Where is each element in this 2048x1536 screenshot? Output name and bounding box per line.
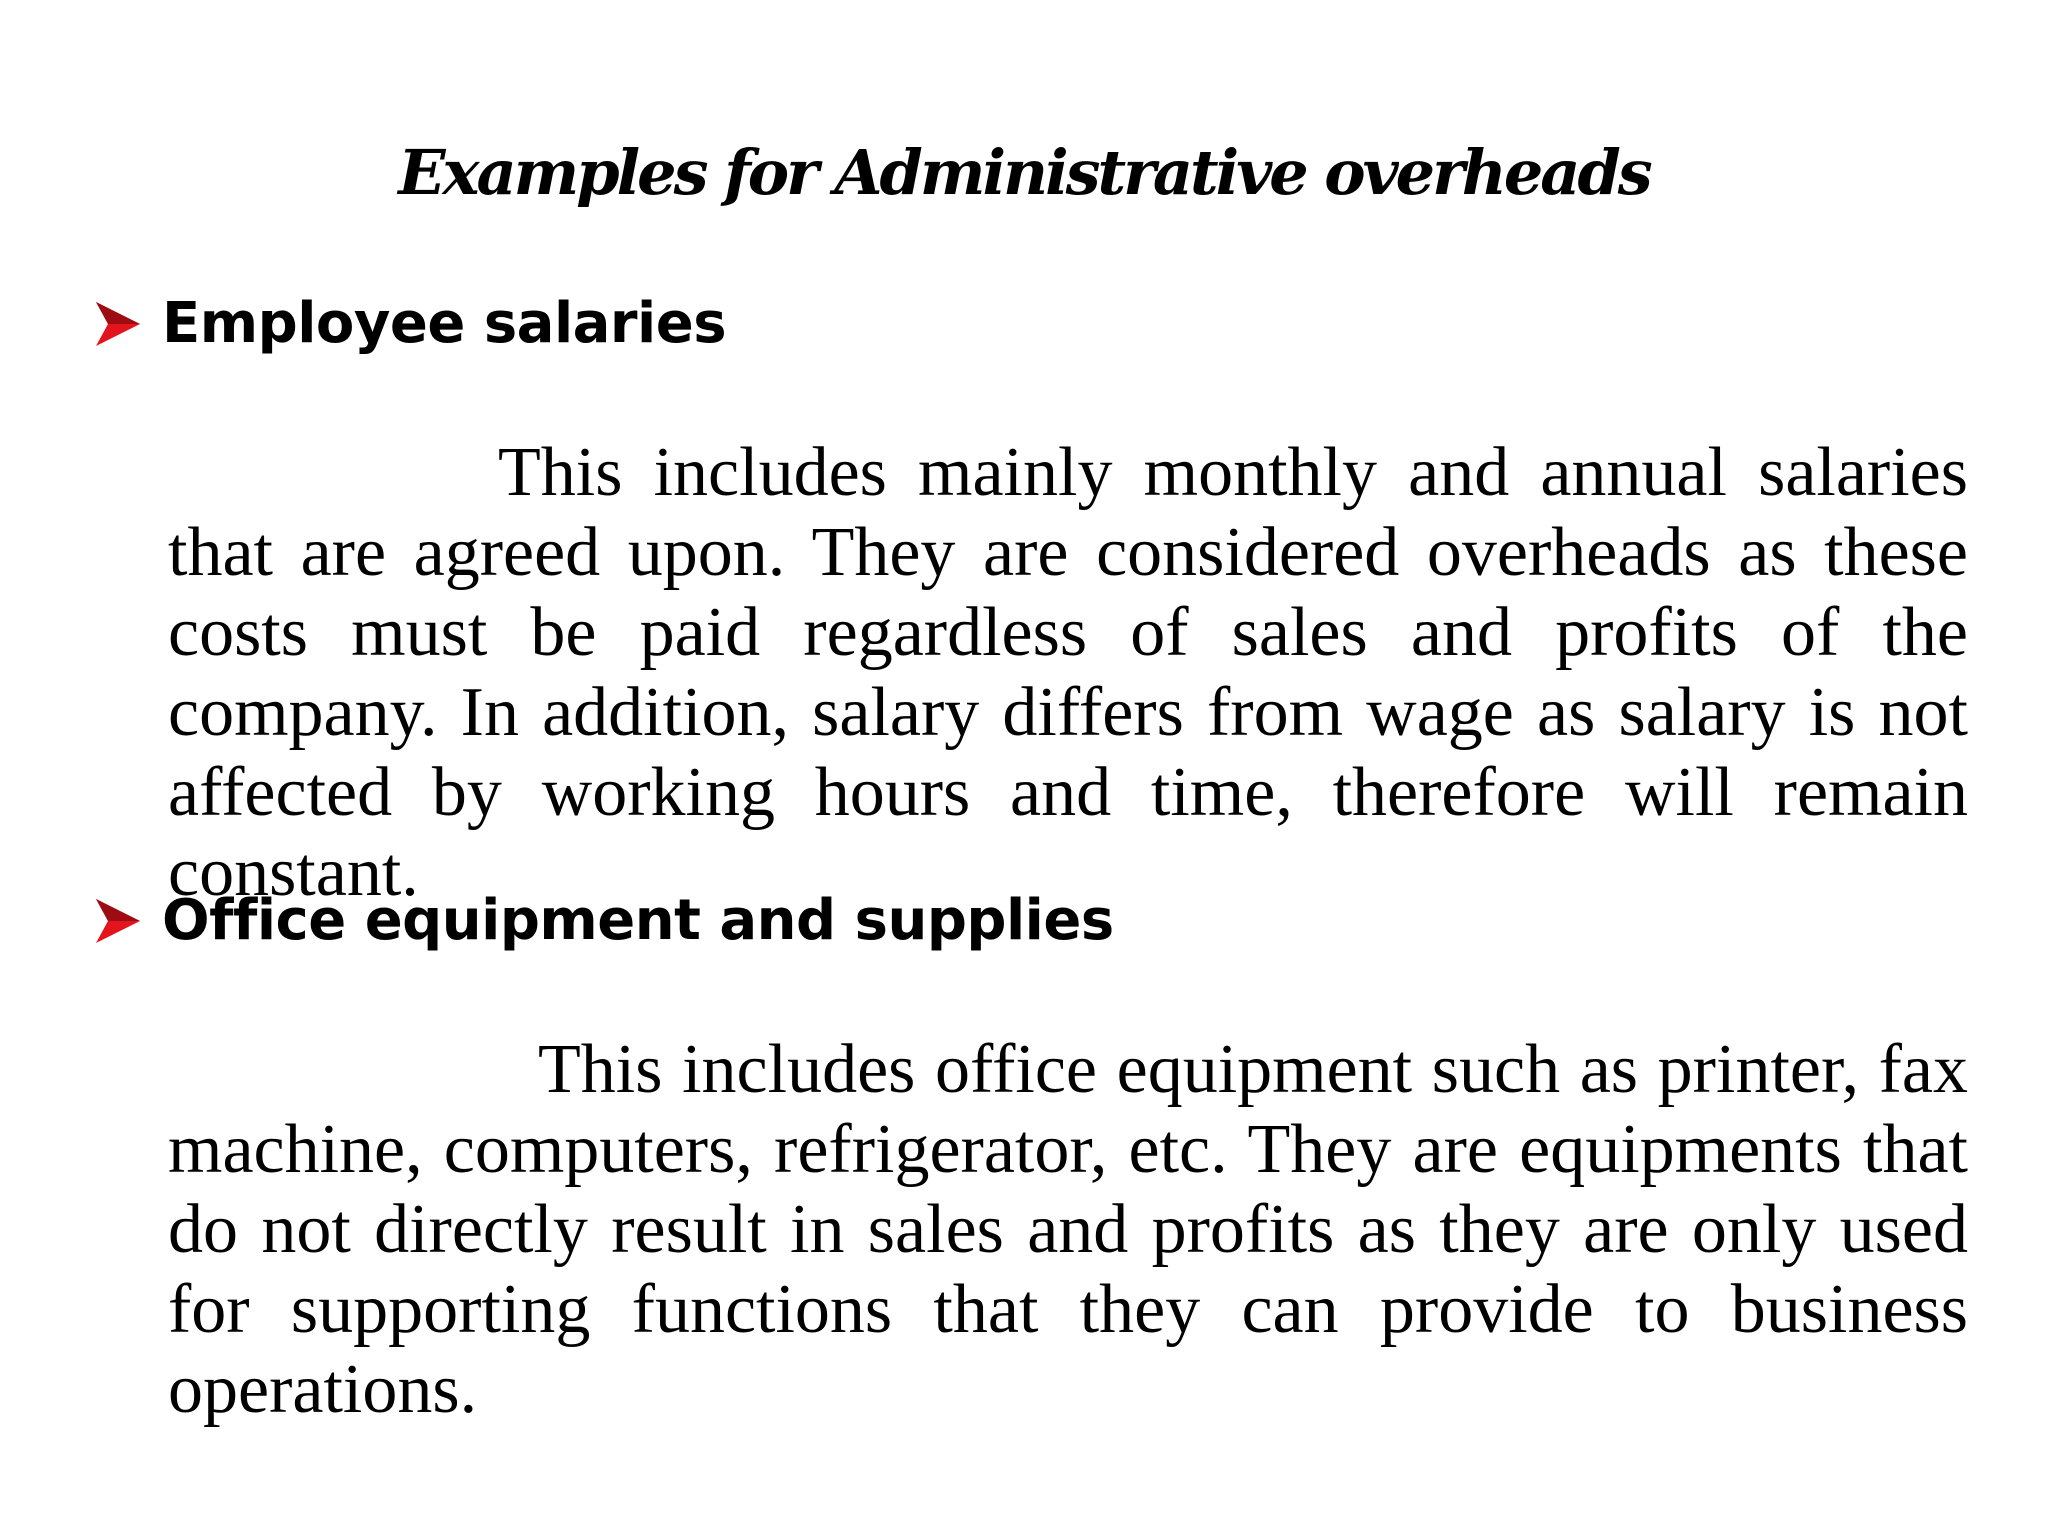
arrowhead-bullet-icon <box>94 285 162 363</box>
bullet-item-employee-salaries <box>94 285 1968 983</box>
arrowhead-bullet-icon <box>94 882 162 960</box>
bullet-heading: Office equipment and supplies <box>162 888 1114 953</box>
bullet-body-text: This includes mainly monthly and annual salaries that are agreed upon. They are considered overheads as these costs must be paid regardless of sales and profits of the company. In addition, salary differs from wage as salary is not affected by working hours and time, therefore will remain constant. <box>168 434 1968 911</box>
arrowhead-bullet-icon-shape <box>94 897 142 945</box>
bullet-heading-row <box>94 882 1968 960</box>
slide-title: Examples for Administrative overheads <box>398 136 1650 209</box>
arrowhead-bullet-icon-shape <box>94 300 142 348</box>
bullet-heading-row <box>94 285 1968 363</box>
bullet-heading: Employee salaries <box>162 291 727 356</box>
bullet-item-office-equipment <box>94 882 1968 1500</box>
bullet-body-text: This includes office equipment such as printer, fax machine, computers, refrigerator, etc. They are equipments that do not directly result in sales and profits as they are only used for supporting functions that they can provide to business operations. <box>168 1031 1968 1428</box>
